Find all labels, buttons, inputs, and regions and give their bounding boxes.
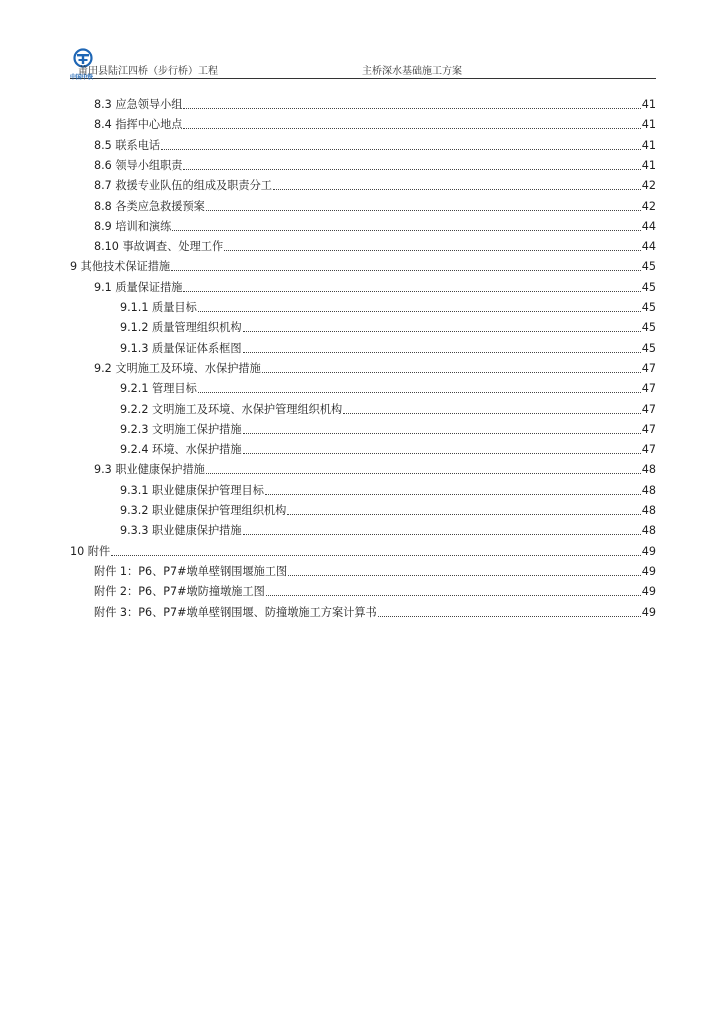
toc-entry-title: 9.2.4 环境、水保护措施 (120, 443, 242, 457)
toc-dot-leader (183, 291, 640, 292)
toc-entry-page: 45 (641, 321, 656, 335)
toc-entry[interactable] (94, 177, 656, 193)
toc-entry-page: 47 (641, 443, 656, 457)
toc-entry-title: 9.2.2 文明施工及环境、水保护管理组织机构 (120, 402, 343, 416)
toc-entry-title: 8.6 领导小组职责 (94, 158, 183, 172)
toc-entry-title: 9.1.1 质量目标 (120, 301, 197, 314)
toc-entry-page: 48 (641, 524, 656, 538)
toc-entry[interactable] (94, 116, 656, 132)
toc-entry-title: 8.5 联系电话 (94, 138, 161, 152)
toc-entry-title: 9.3.1 职业健康保护管理目标 (120, 483, 264, 497)
toc-dot-leader (243, 534, 641, 535)
toc-entry[interactable] (120, 299, 656, 315)
toc-entry[interactable] (94, 96, 656, 112)
toc-entry-page: 49 (641, 585, 656, 599)
toc-dot-leader (378, 616, 641, 617)
toc-entry[interactable] (120, 482, 656, 498)
toc-dot-leader (198, 392, 641, 393)
toc-entry[interactable] (120, 522, 656, 538)
toc-dot-leader (171, 270, 641, 271)
toc-entry[interactable] (94, 583, 656, 599)
toc-entry-title: 9.3.2 职业健康保护管理组织机构 (120, 504, 287, 517)
toc-entry[interactable] (120, 319, 656, 335)
toc-dot-leader (161, 149, 641, 150)
toc-entry-page: 45 (641, 341, 656, 355)
toc-entry[interactable] (70, 543, 656, 559)
toc-entry-page: 45 (641, 301, 656, 314)
toc-entry-page: 49 (641, 564, 656, 578)
toc-dot-leader (265, 494, 641, 495)
toc-entry-title: 附件 1：P6、P7#墩单壁钢围堰施工图 (94, 564, 288, 578)
toc-entry[interactable] (94, 360, 656, 376)
toc-entry-title: 8.3 应急领导小组 (94, 98, 183, 111)
toc-entry[interactable] (120, 401, 656, 417)
toc-entry[interactable] (94, 461, 656, 477)
toc-entry-page: 44 (641, 219, 656, 233)
toc-entry[interactable] (94, 238, 656, 254)
toc-dot-leader (266, 595, 641, 596)
toc-entry-page: 49 (641, 605, 656, 619)
toc-entry[interactable] (120, 421, 656, 437)
toc-dot-leader (183, 169, 640, 170)
toc-dot-leader (243, 331, 641, 332)
toc-entry-page: 47 (641, 422, 656, 436)
toc-entry-page: 48 (641, 463, 656, 477)
toc-entry-page: 49 (641, 544, 656, 558)
toc-entry[interactable] (94, 604, 656, 620)
toc-entry-title: 9 其他技术保证措施 (70, 260, 171, 274)
toc-entry[interactable] (94, 198, 656, 214)
toc-entry[interactable] (120, 340, 656, 356)
header-project-title: 莆田县陆江四桥（步行桥）工程 (78, 66, 218, 77)
toc-entry-page: 41 (641, 118, 656, 132)
toc-entry-page: 45 (641, 280, 656, 294)
page-header (70, 52, 656, 79)
toc-entry-title: 9.1 质量保证措施 (94, 280, 183, 294)
toc-entry-page: 41 (641, 158, 656, 172)
toc-entry-page: 45 (641, 260, 656, 274)
toc-entry-title: 9.2 文明施工及环境、水保护措施 (94, 361, 261, 375)
toc-entry-title: 10 附件 (70, 544, 111, 558)
toc-entry[interactable] (120, 502, 656, 518)
toc-entry-title: 9.1.2 质量管理组织机构 (120, 321, 242, 335)
toc-entry-title: 8.4 指挥中心地点 (94, 118, 183, 132)
toc-entry-page: 47 (641, 361, 656, 375)
toc-dot-leader (343, 413, 641, 414)
toc-entry-page: 42 (641, 199, 656, 213)
toc-dot-leader (243, 453, 641, 454)
toc-entry-title: 附件 3：P6、P7#墩单壁钢围堰、防撞墩施工方案计算书 (94, 605, 377, 619)
toc-entry-title: 附件 2：P6、P7#墩防撞墩施工图 (94, 585, 265, 599)
logo-text: 中国中铁 (70, 74, 93, 81)
toc-dot-leader (172, 230, 640, 231)
toc-entry-title: 9.1.3 质量保证体系框图 (120, 341, 242, 355)
toc-entry-page: 48 (641, 504, 656, 517)
toc-dot-leader (206, 210, 641, 211)
toc-dot-leader (288, 575, 641, 576)
toc-entry-title: 8.7 救援专业队伍的组成及职责分工 (94, 179, 272, 193)
toc-entry-title: 9.2.3 文明施工保护措施 (120, 422, 242, 436)
toc-dot-leader (206, 473, 641, 474)
toc-dot-leader (183, 108, 640, 109)
toc-entry[interactable] (94, 137, 656, 153)
toc-dot-leader (273, 189, 641, 190)
toc-entry[interactable] (94, 218, 656, 234)
toc-dot-leader (287, 514, 640, 515)
toc-entry[interactable] (94, 279, 656, 295)
toc-entry-page: 47 (641, 382, 656, 396)
header-document-title: 主桥深水基础施工方案 (362, 66, 462, 77)
toc-dot-leader (111, 555, 641, 556)
toc-entry-title: 8.8 各类应急救援预案 (94, 199, 205, 213)
toc-entry[interactable] (120, 380, 656, 396)
toc-entry-page: 44 (641, 240, 656, 254)
toc-dot-leader (243, 352, 641, 353)
toc-dot-leader (198, 311, 641, 312)
toc-dot-leader (224, 250, 641, 251)
toc-dot-leader (183, 128, 640, 129)
toc-dot-leader (262, 372, 641, 373)
toc-entry-page: 48 (641, 483, 656, 497)
toc-dot-leader (243, 433, 641, 434)
toc-entry-title: 9.2.1 管理目标 (120, 382, 197, 396)
toc-entry-page: 47 (641, 402, 656, 416)
toc-entry[interactable] (70, 258, 656, 274)
toc-entry[interactable] (94, 157, 656, 173)
toc-entry-title: 8.9 培训和演练 (94, 219, 172, 233)
toc-entry-title: 9.3 职业健康保护措施 (94, 463, 205, 477)
toc-entry-title: 8.10 事故调查、处理工作 (94, 240, 224, 254)
toc-entry[interactable] (120, 441, 656, 457)
toc-entry-page: 41 (641, 138, 656, 152)
toc-entry-page: 41 (641, 98, 656, 111)
toc-entry[interactable] (94, 563, 656, 579)
toc-entry-title: 9.3.3 职业健康保护措施 (120, 524, 242, 538)
toc-entry-page: 42 (641, 179, 656, 193)
